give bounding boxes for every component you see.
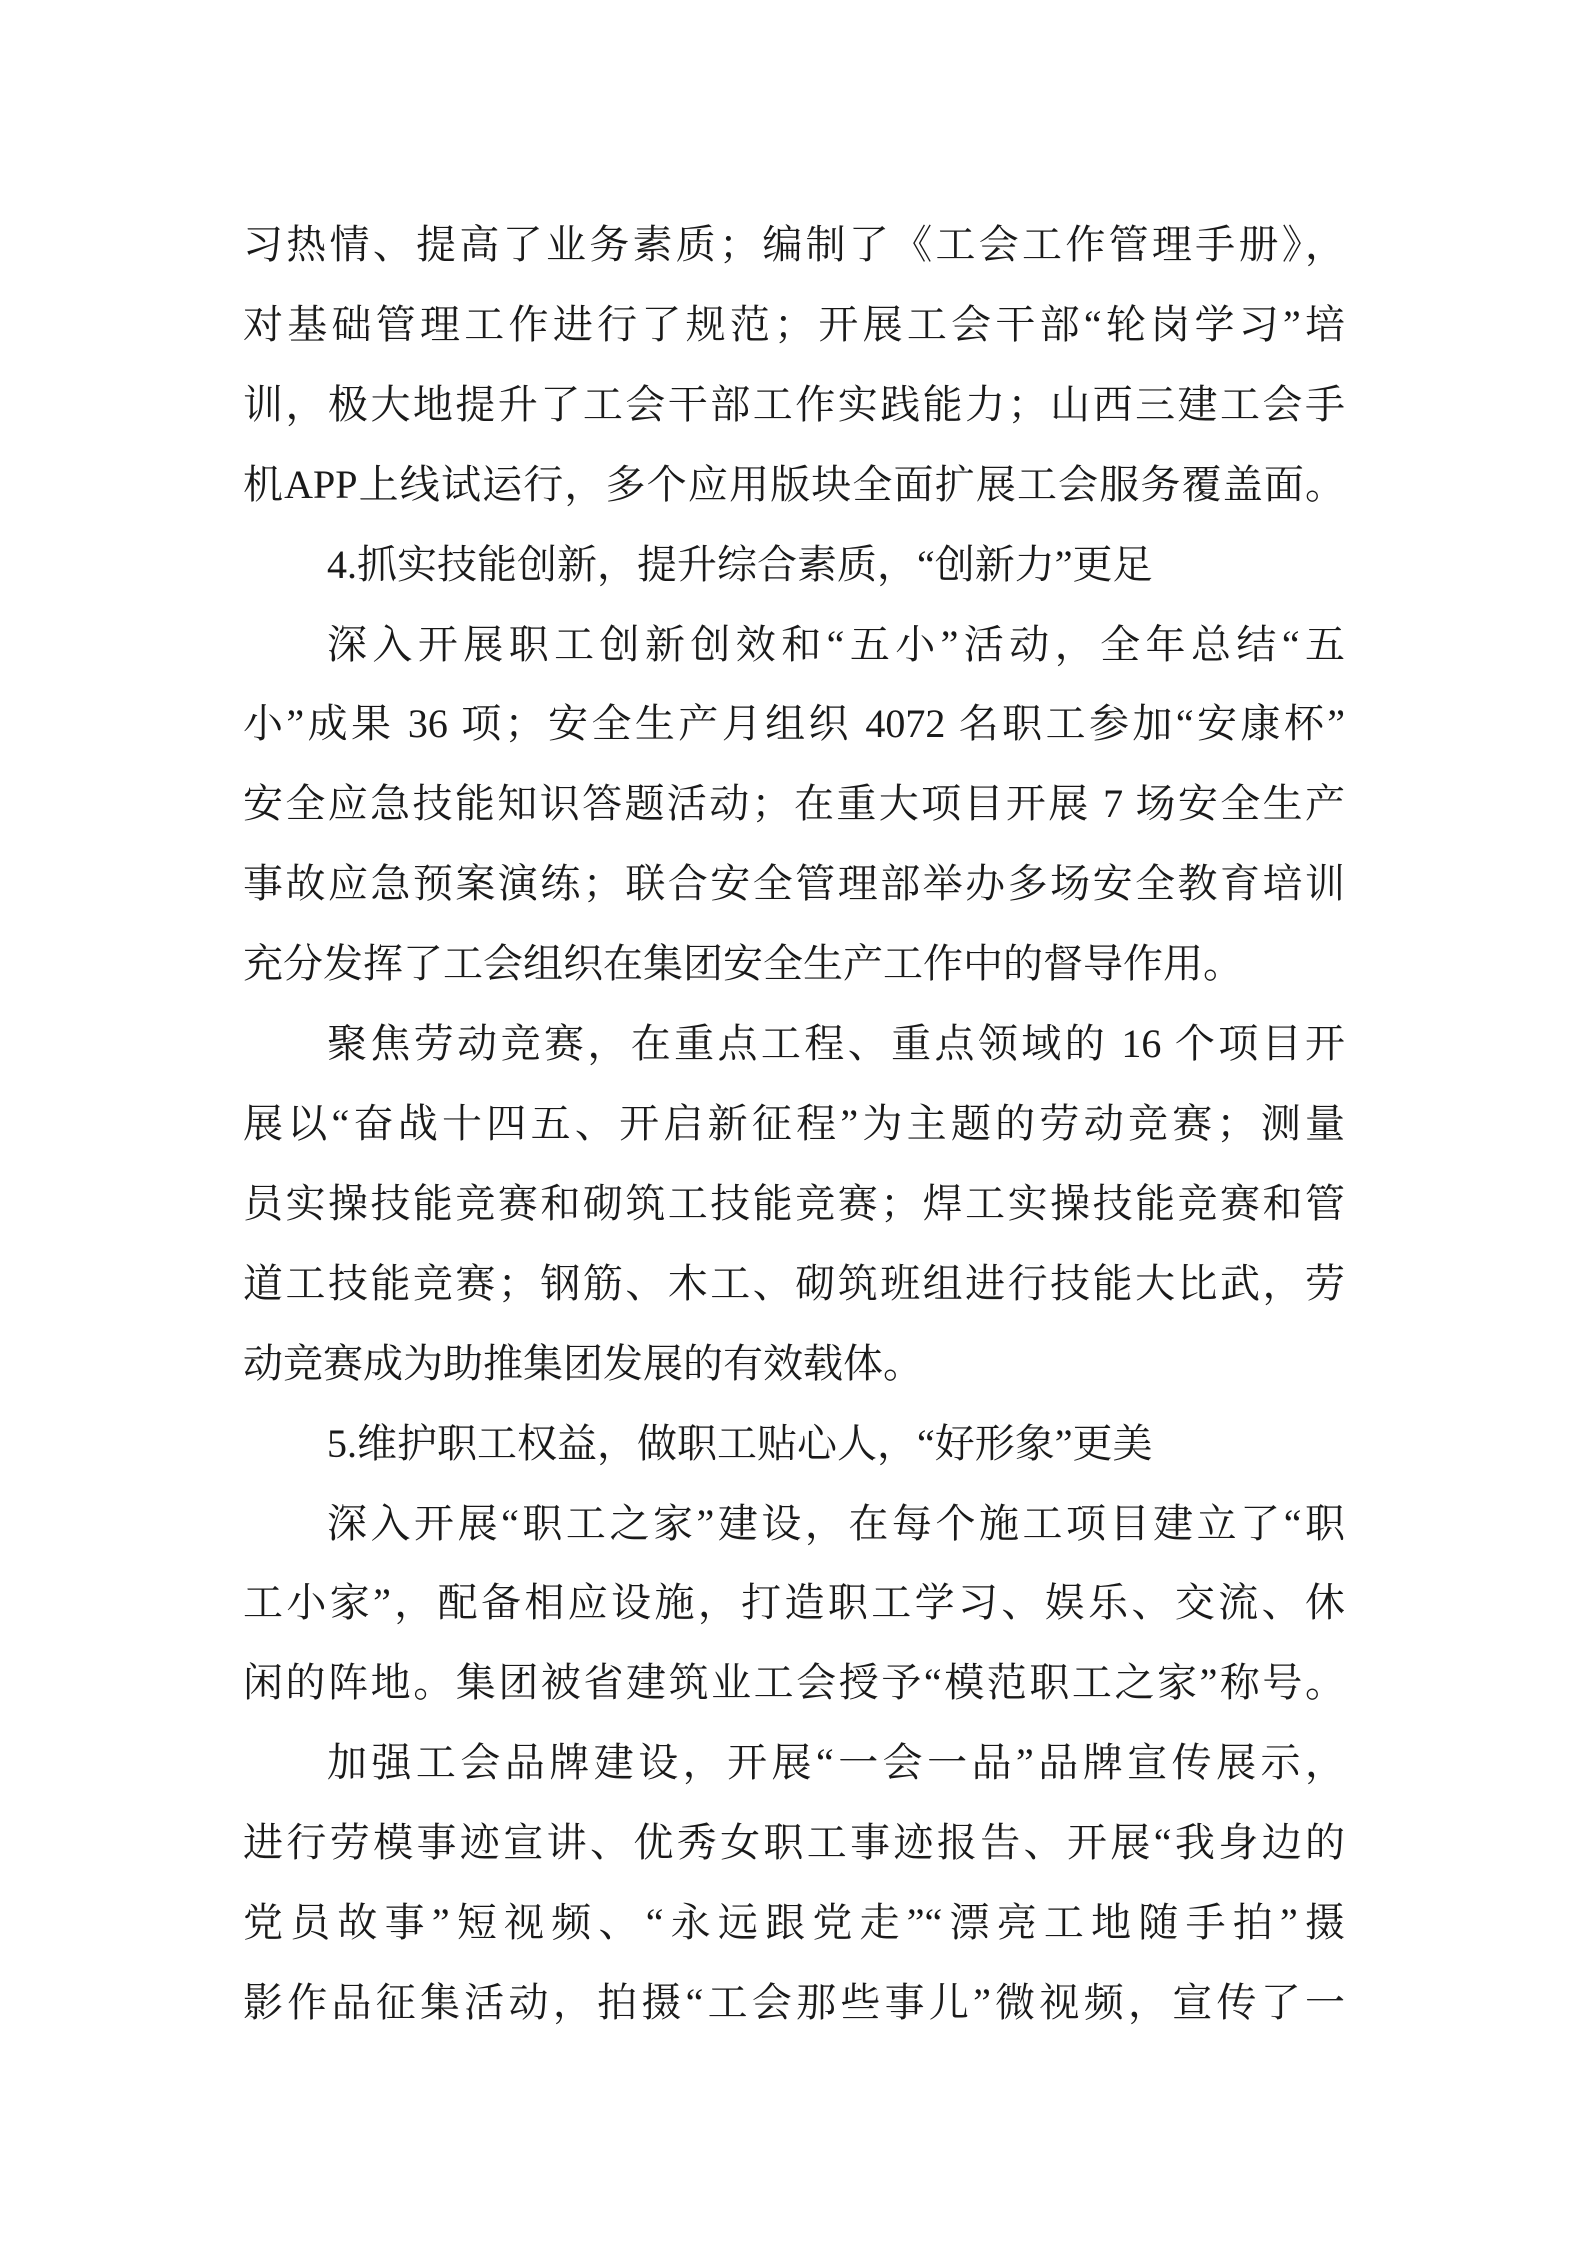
doc-line-4: 机APP上线试运行，多个应用版块全面扩展工会服务覆盖面。 <box>243 461 1345 507</box>
doc-line-21: 进行劳模事迹宣讲、优秀女职工事迹报告、开展“我身边的 <box>243 1820 1345 1866</box>
doc-line-17: 深入开展“职工之家”建设，在每个施工项目建立了“职 <box>327 1500 1345 1546</box>
doc-line-11: 聚焦劳动竞赛，在重点工程、重点领域的 16 个项目开 <box>327 1021 1345 1067</box>
doc-line-18: 工小家”，配备相应设施，打造职工学习、娱乐、交流、休 <box>243 1580 1345 1626</box>
doc-line-22: 党员故事”短视频、“永远跟党走”“漂亮工地随手拍”摄 <box>243 1900 1345 1946</box>
doc-heading-5: 5.维护职工权益，做职工贴心人，“好形象”更美 <box>327 1420 1153 1466</box>
doc-line-13: 员实操技能竞赛和砌筑工技能竞赛；焊工实操技能竞赛和管 <box>243 1180 1345 1226</box>
doc-line-14: 道工技能竞赛；钢筋、木工、砌筑班组进行技能大比武，劳 <box>243 1260 1345 1306</box>
doc-line-1: 习热情、提高了业务素质；编制了《工会工作管理手册》， <box>243 222 1345 267</box>
doc-line-7: 小”成果 36 项；安全生产月组织 4072 名职工参加“安康杯” <box>243 701 1345 747</box>
doc-line-8: 安全应急技能知识答题活动；在重大项目开展 7 场安全生产 <box>243 781 1345 827</box>
doc-line-19: 闲的阵地。集团被省建筑业工会授予“模范职工之家”称号。 <box>243 1660 1345 1706</box>
doc-line-20: 加强工会品牌建设，开展“一会一品”品牌宣传展示， <box>327 1740 1345 1786</box>
doc-heading-4: 4.抓实技能创新，提升综合素质，“创新力”更足 <box>327 541 1153 587</box>
doc-line-10: 充分发挥了工会组织在集团安全生产工作中的督导作用。 <box>243 941 1243 987</box>
doc-line-12: 展以“奋战十四五、开启新征程”为主题的劳动竞赛；测量 <box>243 1100 1345 1146</box>
document-body <box>243 205 1345 2043</box>
doc-line-9: 事故应急预案演练；联合安全管理部举办多场安全教育培训 <box>243 861 1345 907</box>
doc-line-6: 深入开展职工创新创效和“五小”活动，全年总结“五 <box>327 621 1345 667</box>
doc-line-23: 影作品征集活动，拍摄“工会那些事儿”微视频，宣传了一 <box>243 1979 1345 2025</box>
doc-line-15: 动竞赛成为助推集团发展的有效载体。 <box>243 1340 923 1386</box>
doc-line-2: 对基础管理工作进行了规范；开展工会干部“轮岗学习”培 <box>243 301 1345 347</box>
doc-line-3: 训，极大地提升了工会干部工作实践能力；山西三建工会手 <box>243 381 1345 427</box>
